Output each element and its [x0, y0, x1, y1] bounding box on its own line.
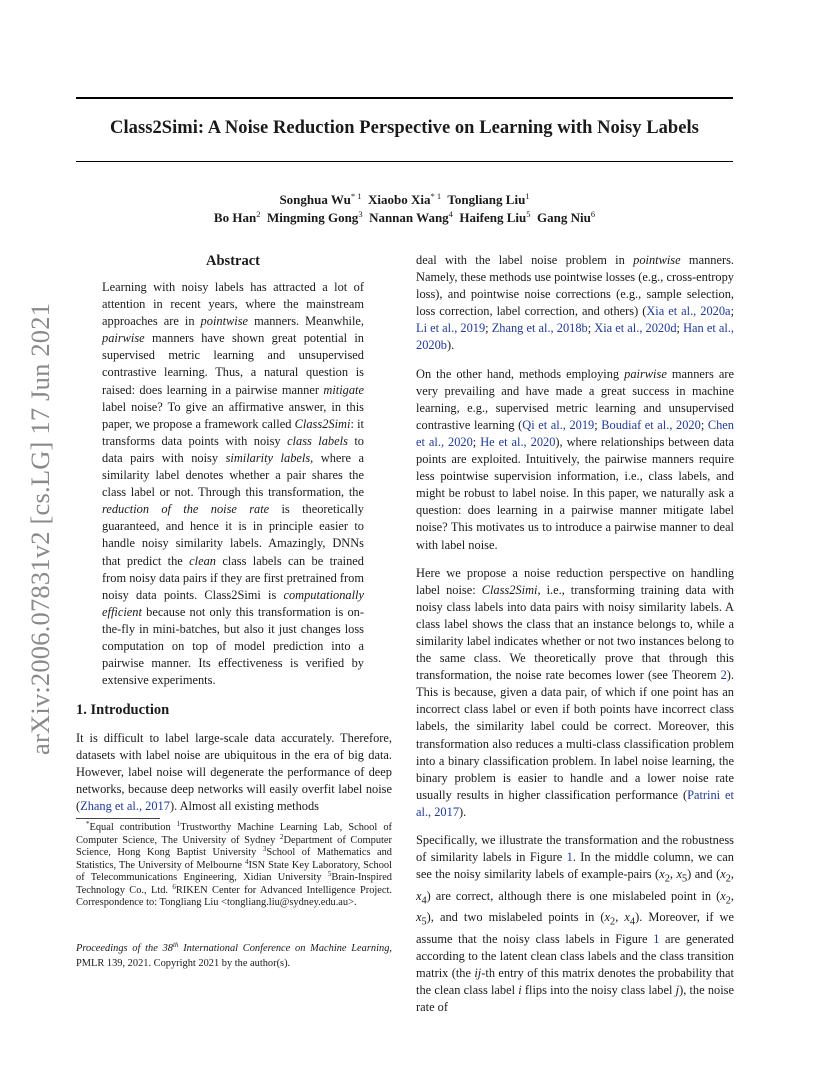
body-text: deal with the label noise problem in: [416, 253, 634, 267]
body-text: ;: [676, 321, 684, 336]
body-paragraph: [416, 252, 734, 355]
citation-link[interactable]: Qi et al., 2019: [522, 417, 595, 432]
proceedings-text: , PMLR 139, 2021. Copyright 2021 by the author(s).: [76, 943, 392, 969]
body-text: ), where relationships between data points are exploited. Intuitively, the pairwise manners require less pointwise supervision information, i.e., class labels, and might be robust to label noise. In this paper, we naturally ask a question: does learning in a pairwise manner mitigate label noise? This motivates us to introduce a pairwise manner to deal with label noise.: [416, 434, 734, 552]
figure-link[interactable]: 1: [653, 931, 660, 946]
body-text: ;: [594, 417, 602, 432]
author-name: Tongliang Liu: [447, 192, 526, 207]
abstract-text: is theoretically guaranteed, and hence it is in principle easier to handle noisy similarity labels. Amazingly, DNNs that predict the: [102, 502, 364, 568]
author-affiliation: 4: [448, 209, 453, 219]
abstract-emphasis: clean: [189, 553, 216, 568]
body-text: ,: [730, 867, 734, 882]
proceedings-text: Proceedings of the 38: [76, 943, 173, 954]
body-text: ).: [446, 338, 455, 353]
math-var: x: [676, 867, 682, 882]
abstract-emphasis: Class2Simi: [294, 416, 351, 431]
abstract-text: Learning with noisy labels has attracted a lot of attention in recent years, where the mainstream approaches are in: [102, 280, 364, 329]
footnote-text: ISN State Key Laboratory, School of Telecommunications Engineering, Xidian University: [76, 859, 392, 883]
math-var: x: [659, 867, 665, 882]
author-affiliation: * 1: [430, 191, 442, 201]
footnote-text: Trustworthy Machine Learning Lab, School of Computer Science, The University of Sydney: [76, 822, 392, 846]
author-name: Bo Han: [213, 210, 257, 225]
math-var: i: [518, 983, 522, 998]
math-sub: 5: [681, 873, 688, 885]
footnote-marker: 4: [244, 857, 249, 866]
arxiv-identifier-stamp: arXiv:2006.07831v2 [cs.LG] 17 Jun 2021: [25, 302, 55, 755]
abstract-emphasis: pairwise: [102, 331, 145, 346]
abstract-text: : it transforms data points with noisy: [102, 416, 365, 448]
proceedings-notice: [76, 941, 392, 971]
abstract-text: manners have shown great potential in supervised metric learning and unsupervised contrastive learning. Thus, a natural question is raised: does learning in a pairwise manner: [102, 331, 364, 397]
body-text: ;: [485, 321, 492, 336]
math-sub: 5: [421, 916, 427, 928]
author-affiliation: * 1: [350, 191, 362, 201]
theorem-link[interactable]: 2: [720, 668, 727, 683]
abstract-emphasis: reduction of the noise rate: [102, 502, 270, 517]
abstract-emphasis: class labels: [287, 433, 348, 448]
body-text: Specifically, we illustrate the transformation and the robustness of similarity labels in Figure: [416, 833, 734, 865]
figure-link[interactable]: 1: [566, 850, 573, 865]
body-text: are generated according to the latent clean class labels and the class transition matrix (the: [416, 931, 734, 981]
math-sub: 2: [725, 873, 731, 885]
math-var: x: [624, 910, 630, 925]
body-text: ) and (: [687, 867, 721, 882]
footnote-marker: 5: [327, 870, 332, 878]
body-emphasis: pairwise: [624, 366, 667, 381]
body-text: ). Moreover, if we assume that the noisy class labels in Figure: [416, 910, 734, 946]
body-text: ;: [700, 417, 708, 432]
affiliations-footnote: [76, 822, 392, 910]
citation-link[interactable]: Patrini et al., 2017: [416, 787, 734, 819]
footnote-text: Department of Computer Science, Hong Kong Baptist University: [76, 834, 392, 858]
body-paragraph: [416, 366, 734, 554]
abstract-emphasis: pointwise: [200, 314, 249, 329]
math-sub: 2: [725, 895, 731, 907]
body-paragraph: [416, 832, 734, 1016]
footnote-text: RIKEN Center for Advanced Intelligence Project. Correspondence to: Tongliang Liu <tongliang.liu@sydney.edu.au>.: [76, 884, 392, 908]
abstract-emphasis: mitigate: [323, 382, 364, 397]
body-text: ,: [615, 910, 625, 925]
footnote-text: Equal contribution: [89, 822, 177, 833]
citation-link[interactable]: Zhang et al., 2018b: [491, 321, 588, 336]
body-text: ) are correct, although there is one mislabeled point in (: [426, 888, 721, 903]
citation-link[interactable]: Li et al., 2019: [416, 321, 486, 336]
footnote-marker: *: [86, 820, 90, 828]
citation-link[interactable]: Chen et al., 2020: [416, 417, 734, 449]
footnote-marker: 1: [176, 820, 181, 828]
author-affiliation: 3: [358, 209, 363, 219]
footnote-text: School of Mathematics and Statistics, The University of Melbourne: [76, 847, 392, 871]
paper-title: Class2Simi: A Noise Reduction Perspective on Learning with Noisy Labels: [110, 118, 699, 138]
author-name: Haifeng Liu: [459, 210, 527, 225]
citation-link[interactable]: Boudiaf et al., 2020: [601, 417, 701, 432]
author-name: Gang Niu: [537, 210, 591, 225]
footnote-text: Brain-Inspired Technology Co., Ltd.: [76, 872, 392, 896]
math-sub: 4: [421, 895, 427, 907]
author-name: Mingming Gong: [266, 210, 359, 225]
footnote-marker: 2: [279, 832, 284, 841]
footnote-marker: 6: [172, 882, 176, 891]
body-text: ), the noise rate of: [416, 983, 734, 1015]
body-text: ;: [730, 304, 735, 319]
citation-link[interactable]: Xia et al., 2020a: [646, 304, 731, 319]
body-text: ,: [730, 888, 734, 903]
proceedings-text: International Conference on Machine Learning: [178, 943, 390, 954]
abstract-emphasis: computationally efficient: [102, 587, 364, 619]
math-var: x: [720, 867, 726, 882]
author-affiliation: 2: [256, 209, 261, 219]
footnote-rule: [76, 818, 160, 819]
abstract-text: because not only this transformation is on-the-fly in mini-batches, but also it just changes loss computation on top of model prediction into a pairwise manner. Its effectiveness is verified by extensive experiments.: [102, 604, 364, 688]
body-text: ,: [669, 867, 677, 882]
author-list: [76, 191, 733, 227]
math-var: x: [416, 910, 422, 925]
citation-link[interactable]: He et al., 2020: [480, 434, 556, 449]
body-emphasis: pointwise: [633, 253, 681, 267]
body-text: ;: [587, 321, 595, 336]
citation-link[interactable]: Han et al., 2020b: [416, 321, 734, 353]
body-text: Here we propose a noise reduction perspective on handling label noise:: [416, 565, 734, 597]
math-var: ij: [474, 966, 482, 981]
author-affiliation: 1: [525, 191, 530, 201]
abstract-emphasis: similarity labels: [225, 450, 311, 465]
body-text: -th entry of this matrix denotes the probability that the clean class label: [416, 966, 734, 998]
math-var: x: [720, 888, 726, 903]
title-bottom-rule: [76, 161, 733, 162]
abstract-text: manners. Meanwhile,: [248, 314, 364, 329]
citation-link[interactable]: Zhang et al., 2017: [80, 799, 170, 814]
body-text: manners. Namely, these methods use pointwise losses (e.g., cross-entropy loss), and pointwise noise corrections (e.g., sample selection, loss correction, label correction, and others) (: [416, 253, 735, 319]
introduction-heading: 1. Introduction: [76, 702, 170, 718]
body-text: manners are very prevailing and have made a great success in machine learning, e.g., supervised metric learning and unsupervised contrastive learning (: [416, 366, 735, 432]
math-var: j: [675, 983, 680, 998]
body-text: ). This is because, given a data pair, of which if one point has an incorrect class label or even if both points have incorrect class labels, the similarity label could be correct. Moreover, this transformation also reduces a multi-class classification problem into a binary classification problem. In label noise learning, the binary problem is easier to handle and a lower noise rate usually results in higher classification performance (: [416, 668, 734, 802]
author-line-2: [76, 209, 733, 227]
author-name: Xiaobo Xia: [368, 192, 431, 207]
right-column: [416, 252, 734, 1027]
author-affiliation: 6: [590, 209, 596, 219]
math-sub: 2: [664, 873, 670, 885]
author-name: Nannan Wang: [369, 210, 449, 225]
abstract-heading: Abstract: [206, 253, 260, 269]
abstract-text: class labels can be trained from noisy data pairs if they are first pretrained from noisy data points. Class2Simi is: [102, 553, 364, 602]
body-text: flips into the noisy class label: [521, 983, 676, 998]
body-text: ;: [472, 434, 481, 449]
body-text: ), and two mislabeled points in (: [426, 910, 605, 925]
abstract-text: label noise? To give an affirmative answer, in this paper, we propose a framework called: [102, 399, 364, 431]
abstract-body: [102, 279, 364, 689]
intro-text: ). Almost all existing methods: [169, 799, 319, 814]
author-name: Songhua Wu: [279, 192, 351, 207]
body-text: , i.e., transforming training data with noisy class labels into data pairs with noisy similarity labels. A class label shows the class that an instance belongs to, while a similarity label indicates whether or not two instances belong to the same class. We theoretically prove that through this transformation, the noise rate becomes lower (see Theorem: [416, 582, 735, 683]
author-affiliation: 5: [526, 209, 531, 219]
abstract-text: , where a similarity label denotes whether a pair shares the class label or not. Through this transformation, the: [102, 450, 364, 500]
title-top-rule: [76, 97, 733, 99]
body-text: ).: [459, 804, 467, 819]
proceedings-superscript: th: [172, 941, 179, 949]
abstract-text: to data pairs with noisy: [102, 433, 364, 465]
intro-text: It is difficult to label large-scale data accurately. Therefore, datasets with label noise are ubiquitous in the era of big data. However, label noise will degenerate the performance of deep networks, because deep networks will easily overfit label noise (: [76, 731, 392, 814]
math-var: x: [416, 888, 422, 903]
math-var: x: [604, 910, 611, 925]
body-text: On the other hand, methods employing: [416, 366, 625, 381]
author-line-1: [76, 191, 733, 209]
math-sub: 4: [629, 916, 636, 928]
body-emphasis: Class2Simi: [481, 582, 538, 597]
body-paragraph: [416, 565, 734, 821]
citation-link[interactable]: Xia et al., 2020d: [594, 321, 677, 336]
body-text: . In the middle column, we can see the noisy similarity labels of example-pairs (: [416, 850, 734, 882]
math-sub: 2: [610, 916, 616, 928]
footnote-marker: 3: [262, 845, 267, 853]
introduction-paragraph: [76, 730, 392, 815]
